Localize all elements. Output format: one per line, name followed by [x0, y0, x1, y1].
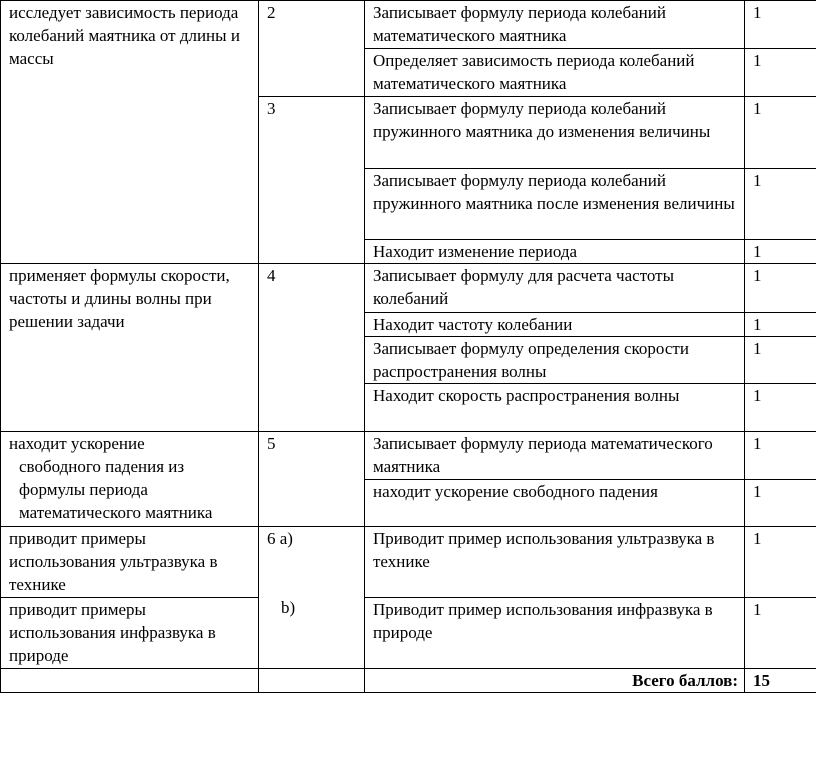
task-number-cell [259, 527, 365, 669]
criterion-text: Записывает формулу периода колебаний пружинного маятника до изменения величины [373, 99, 711, 141]
score-value: 1 [753, 99, 762, 118]
objective-text: исследует зависимость периода колебаний маятника от длины и массы [9, 3, 240, 68]
criterion-text: Находит скорость распространения волны [373, 386, 680, 405]
total-value-cell [745, 669, 816, 693]
criterion-text: находит ускорение свободного падения [373, 482, 658, 501]
objective-text: применяет формулы скорости, частоты и длины волны при решении задачи [9, 266, 230, 331]
criterion-cell [365, 169, 745, 240]
score-cell [745, 432, 816, 480]
task-number-cell [259, 97, 365, 264]
score-value: 1 [753, 339, 762, 358]
objective-cell [1, 1, 259, 264]
criterion-cell [365, 384, 745, 432]
criterion-text: Записывает формулу периода математического маятника [373, 434, 713, 476]
score-cell [745, 313, 816, 337]
score-value: 1 [753, 315, 762, 334]
empty-cell [259, 669, 365, 693]
objective-cell [1, 527, 259, 598]
table-row [1, 432, 816, 480]
criterion-cell [365, 49, 745, 97]
score-value: 1 [753, 171, 762, 190]
objective-text: приводит примеры использования ультразвука в технике [9, 529, 218, 594]
score-cell [745, 240, 816, 264]
total-value: 15 [753, 671, 770, 690]
criterion-cell [365, 313, 745, 337]
score-cell [745, 598, 816, 669]
task-number: 6 а) [267, 529, 293, 548]
table-row [1, 1, 816, 49]
table-row [1, 527, 816, 598]
task-subnumber: b) [281, 598, 296, 617]
criterion-cell [365, 264, 745, 313]
total-row [1, 669, 816, 693]
criterion-cell [365, 598, 745, 669]
criterion-cell [365, 97, 745, 169]
score-cell [745, 527, 816, 598]
score-cell [745, 264, 816, 313]
score-cell [745, 337, 816, 384]
objective-cell [1, 264, 259, 432]
criterion-cell [365, 432, 745, 480]
total-label-cell [365, 669, 745, 693]
objective-text: приводит примеры использования инфразвука в природе [9, 600, 216, 665]
total-label: Всего баллов: [632, 671, 738, 690]
score-value: 1 [753, 529, 762, 548]
score-value: 1 [753, 482, 762, 501]
criterion-cell [365, 480, 745, 527]
task-number: 2 [267, 3, 276, 22]
criterion-cell [365, 337, 745, 384]
score-value: 1 [753, 386, 762, 405]
objective-line: математического маятника [19, 503, 213, 522]
score-value: 1 [753, 600, 762, 619]
objective-line: свободного падения из [19, 457, 185, 476]
score-cell [745, 49, 816, 97]
table-row [1, 598, 816, 669]
criterion-text: Записывает формулу для расчета частоты колебаний [373, 266, 675, 308]
task-number-cell [259, 264, 365, 432]
score-cell [745, 384, 816, 432]
task-number: 3 [267, 99, 276, 118]
empty-cell [1, 669, 259, 693]
task-number: 4 [267, 266, 276, 285]
objective-line: находит ускорение [9, 434, 145, 453]
criterion-text: Записывает формулу определения скорости распространения волны [373, 339, 689, 381]
criterion-text: Определяет зависимость периода колебаний математического маятника [373, 51, 695, 93]
task-number: 5 [267, 434, 276, 453]
score-value: 1 [753, 266, 762, 285]
criterion-cell [365, 240, 745, 264]
criterion-text: Находит частоту колебании [373, 315, 573, 334]
score-cell [745, 480, 816, 527]
objective-cell [1, 598, 259, 669]
objective-cell [1, 432, 259, 527]
score-value: 1 [753, 434, 762, 453]
criterion-text: Приводит пример использования инфразвука в природе [373, 600, 713, 642]
criterion-cell [365, 527, 745, 598]
score-cell [745, 169, 816, 240]
criterion-text: Записывает формулу периода колебаний математического маятника [373, 3, 666, 45]
objective-line: формулы периода [19, 480, 148, 499]
task-number-cell [259, 1, 365, 97]
criterion-text: Приводит пример использования ультразвука в технике [373, 529, 715, 571]
table-row [1, 264, 816, 313]
score-value: 1 [753, 3, 762, 22]
task-number-cell [259, 432, 365, 527]
score-cell [745, 1, 816, 49]
criterion-text: Находит изменение периода [373, 242, 578, 261]
score-value: 1 [753, 242, 762, 261]
criterion-text: Записывает формулу периода колебаний пружинного маятника после изменения величины [373, 171, 735, 213]
criterion-cell [365, 1, 745, 49]
score-cell [745, 97, 816, 169]
score-value: 1 [753, 51, 762, 70]
